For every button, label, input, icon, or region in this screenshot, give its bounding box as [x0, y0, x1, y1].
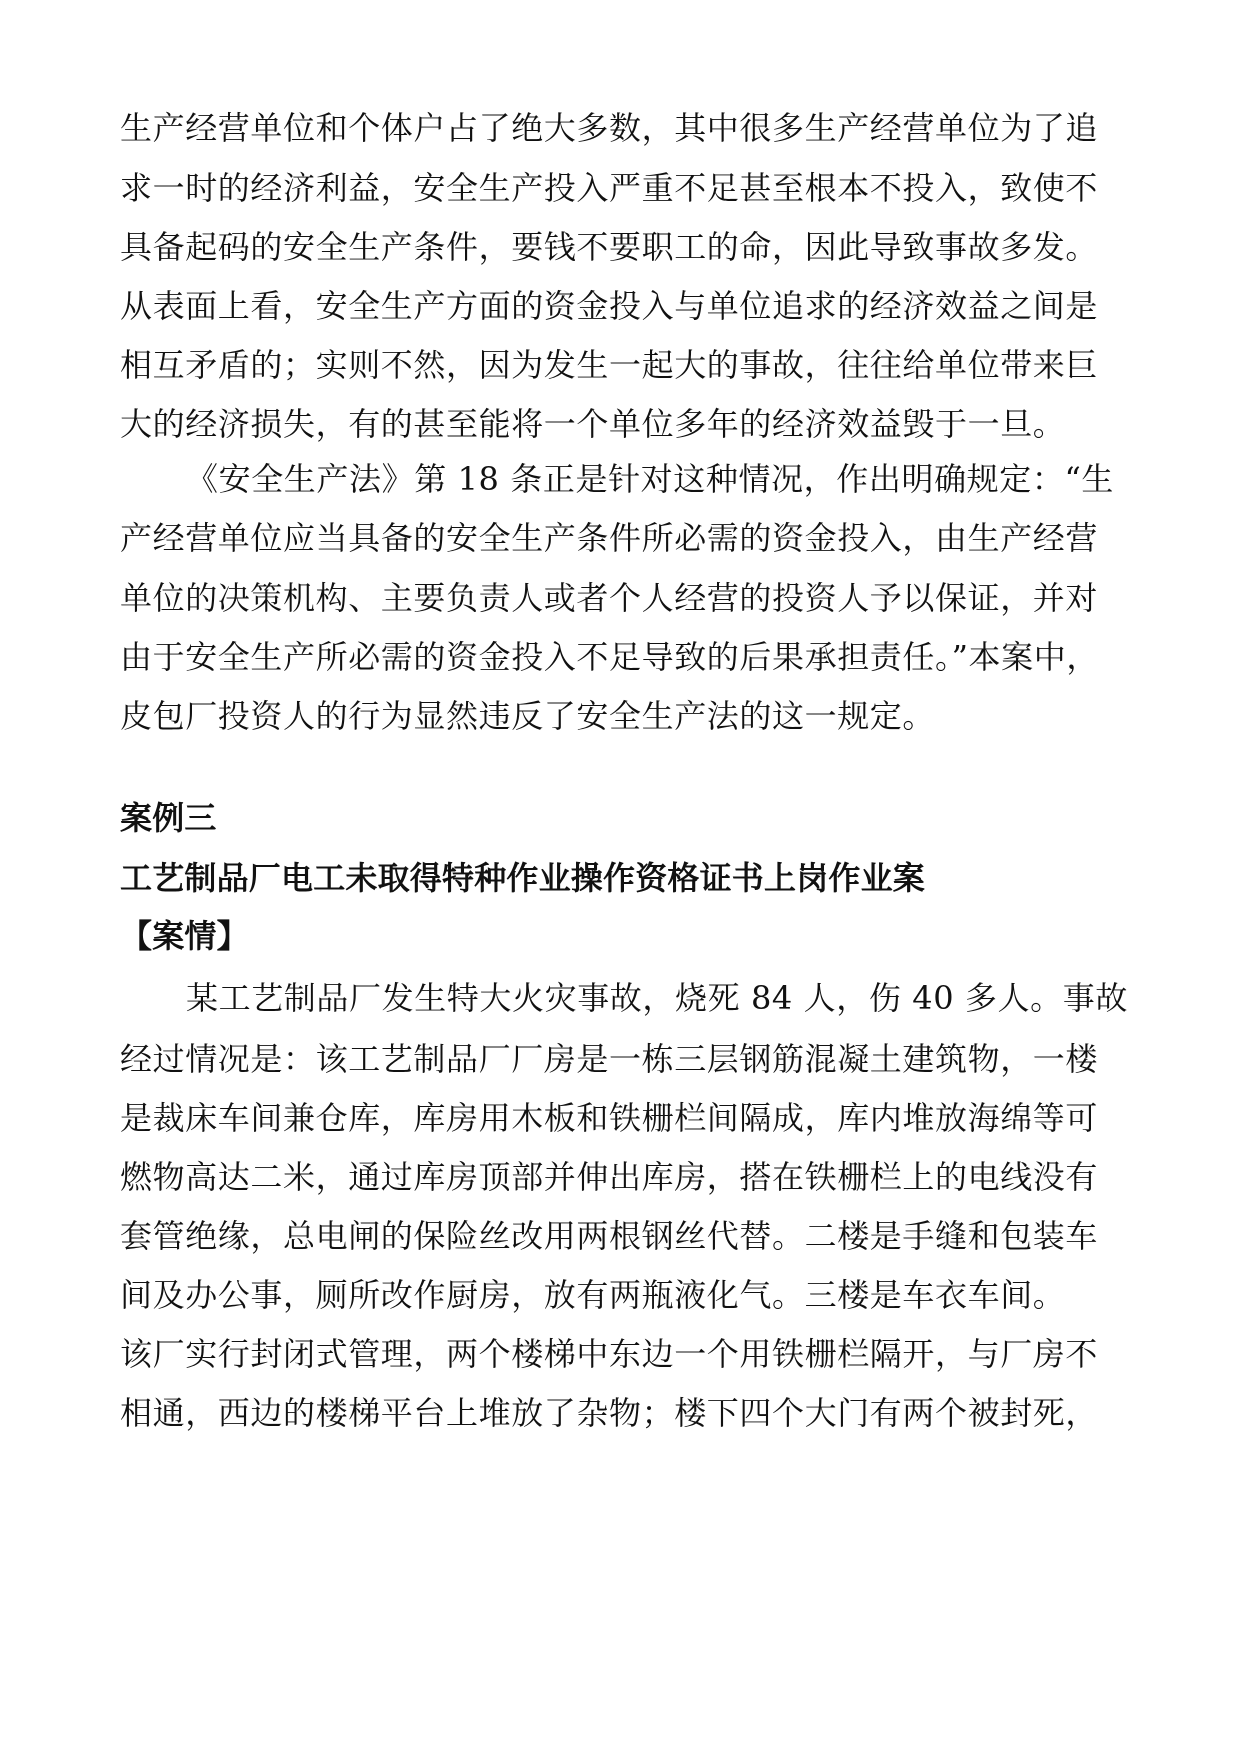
section-label: 【案情】 — [120, 917, 249, 955]
paragraph-line: 是裁床车间兼仓库，库房用木板和铁栅栏间隔成，库内堆放海绵等可 — [120, 1099, 1099, 1137]
case-number-heading: 案例三 — [120, 799, 217, 837]
paragraph-line: 该厂实行封闭式管理，两个楼梯中东边一个用铁栅栏隔开，与厂房不 — [120, 1335, 1099, 1373]
paragraph-line: 从表面上看，安全生产方面的资金投入与单位追求的经济效益之间是 — [120, 287, 1099, 325]
paragraph-line: 单位的决策机构、主要负责人或者个人经营的投资人予以保证，并对 — [120, 579, 1099, 617]
case-title-heading: 工艺制品厂电工未取得特种作业操作资格证书上岗作业案 — [120, 859, 926, 897]
paragraph-line: 产经营单位应当具备的安全生产条件所必需的资金投入，由生产经营 — [120, 519, 1099, 557]
paragraph-line: 由于安全生产所必需的资金投入不足导致的后果承担责任。”本案中， — [120, 638, 1099, 676]
paragraph-line: 间及办公事，厕所改作厨房，放有两瓶液化气。三楼是车衣车间。 — [120, 1276, 1066, 1314]
paragraph-line: 某工艺制品厂发生特大火灾事故，烧死 84 人，伤 40 多人。事故 — [186, 979, 1128, 1017]
paragraph-line: 燃物高达二米，通过库房顶部并伸出库房，搭在铁栅栏上的电线没有 — [120, 1158, 1099, 1196]
paragraph-line: 相通，西边的楼梯平台上堆放了杂物；楼下四个大门有两个被封死， — [120, 1394, 1099, 1432]
paragraph-line: 皮包厂投资人的行为显然违反了安全生产法的这一规定。 — [120, 697, 936, 735]
paragraph-line: 具备起码的安全生产条件，要钱不要职工的命，因此导致事故多发。 — [120, 228, 1099, 266]
paragraph-line: 相互矛盾的；实则不然，因为发生一起大的事故，往往给单位带来巨 — [120, 346, 1099, 384]
paragraph-line: 《安全生产法》第 18 条正是针对这种情况，作出明确规定：“生 — [186, 460, 1115, 498]
paragraph-line: 生产经营单位和个体户占了绝大多数，其中很多生产经营单位为了追 — [120, 109, 1099, 147]
paragraph-line: 套管绝缘，总电闸的保险丝改用两根钢丝代替。二楼是手缝和包装车 — [120, 1217, 1099, 1255]
paragraph-line: 经过情况是：该工艺制品厂厂房是一栋三层钢筋混凝土建筑物，一楼 — [120, 1040, 1099, 1078]
paragraph-line: 大的经济损失，有的甚至能将一个单位多年的经济效益毁于一旦。 — [120, 405, 1066, 443]
paragraph-line: 求一时的经济利益，安全生产投入严重不足甚至根本不投入，致使不 — [120, 169, 1099, 207]
